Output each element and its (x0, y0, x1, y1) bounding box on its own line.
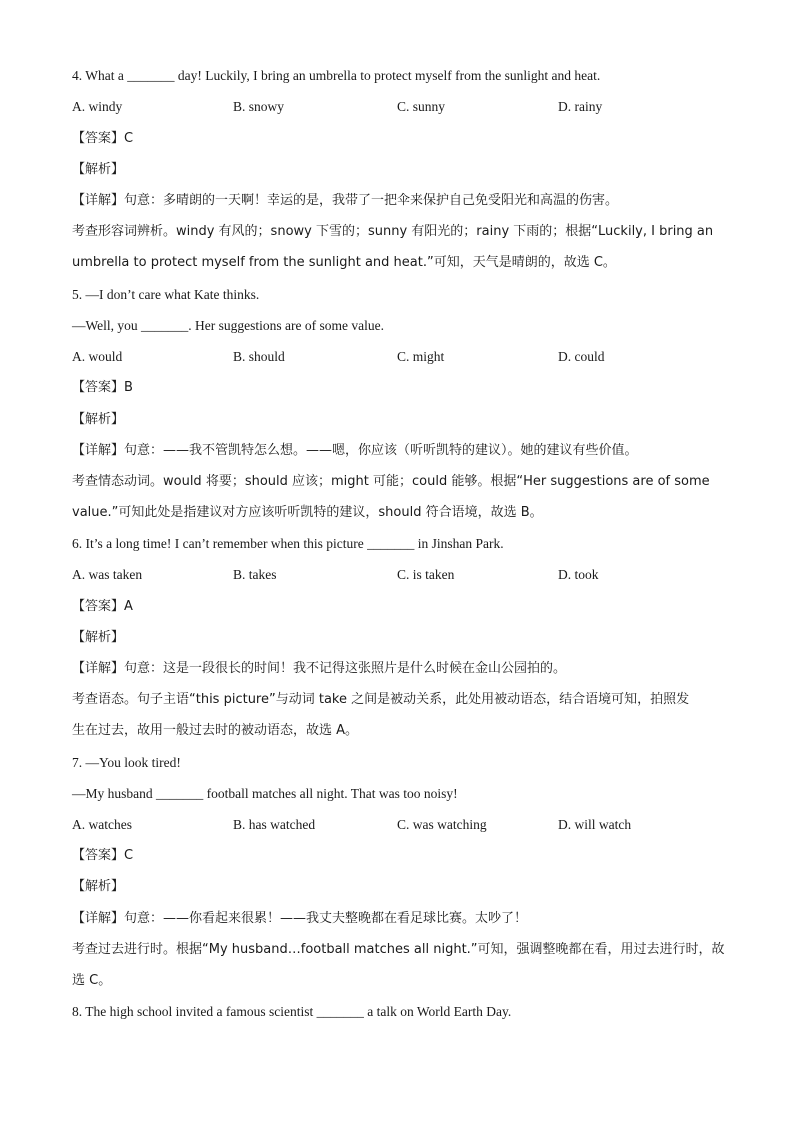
option-c: C. is taken (397, 567, 455, 582)
question-5-detail: 【详解】句意：——我不管凯特怎么想。——嗯，你应该（听听凯特的建议）。她的建议有些价值。 (72, 443, 638, 458)
option-b: B. snowy (233, 99, 285, 114)
question-7-detail: 【详解】句意：——你看起来很累！——我丈夫整晚都在看足球比赛。太吵了！ (72, 911, 528, 926)
question-6-stem: 6. It’s a long time! I can’t remember when this picture _______ in Jinshan Park. (72, 536, 504, 551)
option-d: D. rainy (558, 99, 603, 114)
question-7-answer: 【答案】C (72, 848, 134, 863)
question-8-stem: 8. The high school invited a famous scientist _______ a talk on World Earth Day. (72, 1004, 512, 1019)
question-4-explain-line-2: umbrella to protect myself from the sunlight and heat.”可知，天气是晴朗的，故选 C。 (72, 255, 616, 270)
question-4-stem: 4. What a _______ day! Luckily, I bring an umbrella to protect myself from the sunlight and heat. (72, 68, 601, 83)
question-7-stem: 7. —You look tired! (72, 755, 181, 770)
question-7-explain-line-2: 选 C。 (72, 973, 112, 988)
question-7-analysis-heading: 【解析】 (72, 879, 125, 894)
question-4-answer: 【答案】C (72, 131, 134, 146)
question-4-detail: 【详解】句意：多晴朗的一天啊！幸运的是，我带了一把伞来保护自己免受阳光和高温的伤害。 (72, 193, 619, 208)
option-b: B. should (233, 349, 285, 364)
question-5-explain-line-1: 考查情态动词。would 将要；should 应该；might 可能；could 能够。根据“Her suggestions are of some (72, 474, 710, 489)
question-5-answer: 【答案】B (72, 380, 133, 395)
option-d: D. could (558, 349, 605, 364)
question-4-explain-line-1: 考查形容词辨析。windy 有风的；snowy 下雪的；sunny 有阳光的；rainy 下雨的；根据“Luckily, I bring an (72, 224, 714, 239)
question-5-stem: 5. —I don’t care what Kate thinks. (72, 287, 260, 302)
option-a: A. was taken (72, 567, 143, 582)
question-5-options (72, 347, 722, 367)
option-a: A. watches (72, 817, 132, 832)
option-b: B. takes (233, 567, 277, 582)
option-c: C. was watching (397, 817, 487, 832)
question-7-stem-line-2: —My husband _______ football matches all night. That was too noisy! (72, 786, 458, 801)
question-4-options (72, 97, 722, 117)
option-a: A. windy (72, 99, 123, 114)
question-5-stem-line-2: —Well, you _______. Her suggestions are of some value. (72, 318, 384, 333)
option-a: A. would (72, 349, 123, 364)
question-4-analysis-heading: 【解析】 (72, 162, 125, 177)
question-6-analysis-heading: 【解析】 (72, 630, 125, 645)
question-6-answer: 【答案】A (72, 599, 133, 614)
question-6-detail: 【详解】句意：这是一段很长的时间！我不记得这张照片是什么时候在金山公园拍的。 (72, 661, 567, 676)
question-6-options (72, 565, 722, 585)
option-d: D. took (558, 567, 599, 582)
question-6-explain-line-1: 考查语态。句子主语“this picture”与动词 take 之间是被动关系，此处用被动语态，结合语境可知，拍照发 (72, 692, 690, 707)
question-5-explain-line-2: value.”可知此处是指建议对方应该听听凯特的建议，should 符合语境，故选 B。 (72, 505, 543, 520)
option-b: B. has watched (233, 817, 316, 832)
question-5-analysis-heading: 【解析】 (72, 412, 125, 427)
question-6-explain-line-2: 生在过去，故用一般过去时的被动语态，故选 A。 (72, 723, 359, 738)
question-7-explain-line-1: 考查过去进行时。根据“My husband…football matches all night.”可知，强调整晚都在看，用过去进行时，故 (72, 942, 725, 957)
option-d: D. will watch (558, 817, 632, 832)
question-7-options (72, 815, 722, 835)
option-c: C. sunny (397, 99, 446, 114)
option-c: C. might (397, 349, 445, 364)
